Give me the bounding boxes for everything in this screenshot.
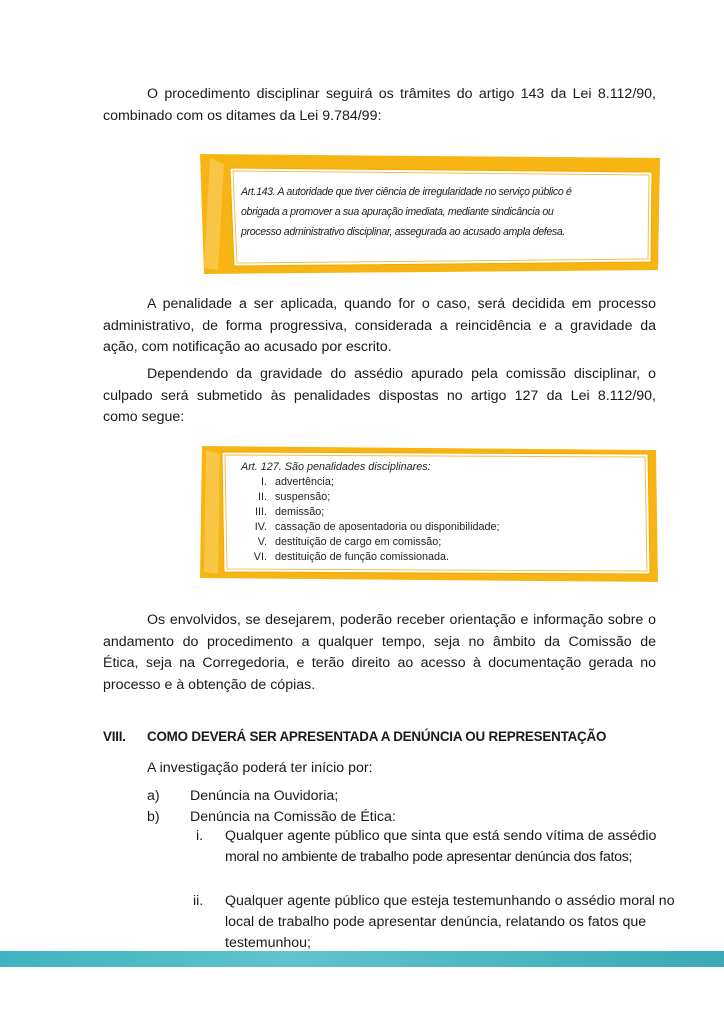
- list-item-number: V.: [257, 536, 267, 548]
- paragraph-severity: [103, 364, 656, 429]
- list-item: [241, 490, 621, 505]
- text-line: Os envolvidos, se desejarem, poderão receber orientação e informação sobre o: [147, 612, 656, 628]
- section-intro: A investigação poderá ter início por:: [147, 760, 373, 776]
- list-item-number: II.: [258, 491, 267, 503]
- list-item-text: destituição de função comissionada.: [275, 551, 450, 563]
- list-item-text: Denúncia na Ouvidoria;: [190, 788, 339, 804]
- paragraph-penalty: [103, 294, 656, 359]
- list-item-text: advertência;: [275, 476, 334, 488]
- quote-line: obrigada a promover a sua apuração imediata, mediante sindicância ou: [241, 206, 554, 218]
- list-item: [241, 475, 621, 490]
- list-item-number: III.: [255, 506, 267, 518]
- text-line: administrativo, de forma progressiva, considerada a reincidência e a gravidade da: [103, 317, 656, 334]
- penalty-list: [241, 475, 621, 565]
- sublist-text: local de trabalho pode apresentar denúncia, relatando os fatos que: [225, 914, 647, 930]
- sublist-text: testemunhou;: [225, 935, 311, 951]
- list-item: [241, 550, 621, 565]
- list-item: [241, 520, 621, 535]
- list-item-text: cassação de aposentadoria ou disponibilidade;: [275, 521, 500, 533]
- list-item-text: demissão;: [275, 506, 325, 518]
- quote-line: processo administrativo disciplinar, assegurada ao acusado ampla defesa.: [241, 226, 566, 238]
- list-item-number: IV.: [254, 521, 267, 533]
- quote-box-art-143: [200, 152, 662, 276]
- text-line: Ética, seja na Corregedoria, e terão direito ao acesso à documentação gerada no: [103, 655, 656, 671]
- quote-title: Art. 127. São penalidades disciplinares:: [241, 461, 431, 473]
- text-line: culpado será submetido às penalidades dispostas no artigo 127 da Lei 8.112/90,: [103, 387, 656, 404]
- list-item: [241, 535, 621, 550]
- list-item-text: suspensão;: [275, 491, 331, 503]
- sublist-label: i.: [196, 828, 204, 844]
- text-line: O procedimento disciplinar seguirá os trâmites do artigo 143 da Lei 8.112/90,: [147, 86, 656, 102]
- section-number: VIII.: [103, 729, 126, 744]
- list-item-number: I.: [261, 476, 267, 488]
- sublist-text: Qualquer agente público que esteja testemunhando o assédio moral no: [225, 893, 675, 909]
- list-label: a): [147, 788, 160, 804]
- sublist-text: Qualquer agente público que sinta que está sendo vítima de assédio: [225, 828, 657, 844]
- list-item: [241, 505, 621, 520]
- list-label: b): [147, 809, 160, 825]
- text-line: ação, com notificação ao acusado por escrito.: [103, 339, 392, 355]
- text-line: processo e à obtenção de cópias.: [103, 676, 316, 693]
- quote-text-art-127: [241, 460, 621, 565]
- quote-line: Art.143. A autoridade que tiver ciência de irregularidade no serviço público é: [241, 186, 572, 198]
- text-line: combinado com os ditames da Lei 9.784/99:: [103, 107, 382, 124]
- list-item-text: destituição de cargo em comissão;: [275, 536, 442, 548]
- text-line: como segue:: [103, 409, 185, 425]
- quote-box-art-127: [200, 446, 660, 586]
- text-line: Dependendo da gravidade do assédio apurado pela comissão disciplinar, o: [147, 366, 656, 382]
- sublist-text: moral no ambiente de trabalho pode apresentar denúncia dos fatos;: [225, 849, 633, 865]
- section-heading: [103, 729, 606, 744]
- text-line: A penalidade a ser aplicada, quando for o caso, será decidida em processo: [147, 296, 656, 312]
- sublist-label: ii.: [193, 893, 204, 909]
- quote-text-art-143: [241, 182, 613, 242]
- paragraph-involved: [103, 610, 656, 696]
- text-line: andamento do procedimento a qualquer tempo, seja no âmbito da Comissão de: [103, 633, 656, 650]
- list-item-text: Denúncia na Comissão de Ética:: [190, 809, 396, 825]
- footer-band: [0, 951, 724, 967]
- list-item-number: VI.: [253, 551, 267, 563]
- paragraph-procedure: [103, 84, 656, 127]
- section-title: COMO DEVERÁ SER APRESENTADA A DENÚNCIA OU REPRESENTAÇÃO: [147, 729, 607, 744]
